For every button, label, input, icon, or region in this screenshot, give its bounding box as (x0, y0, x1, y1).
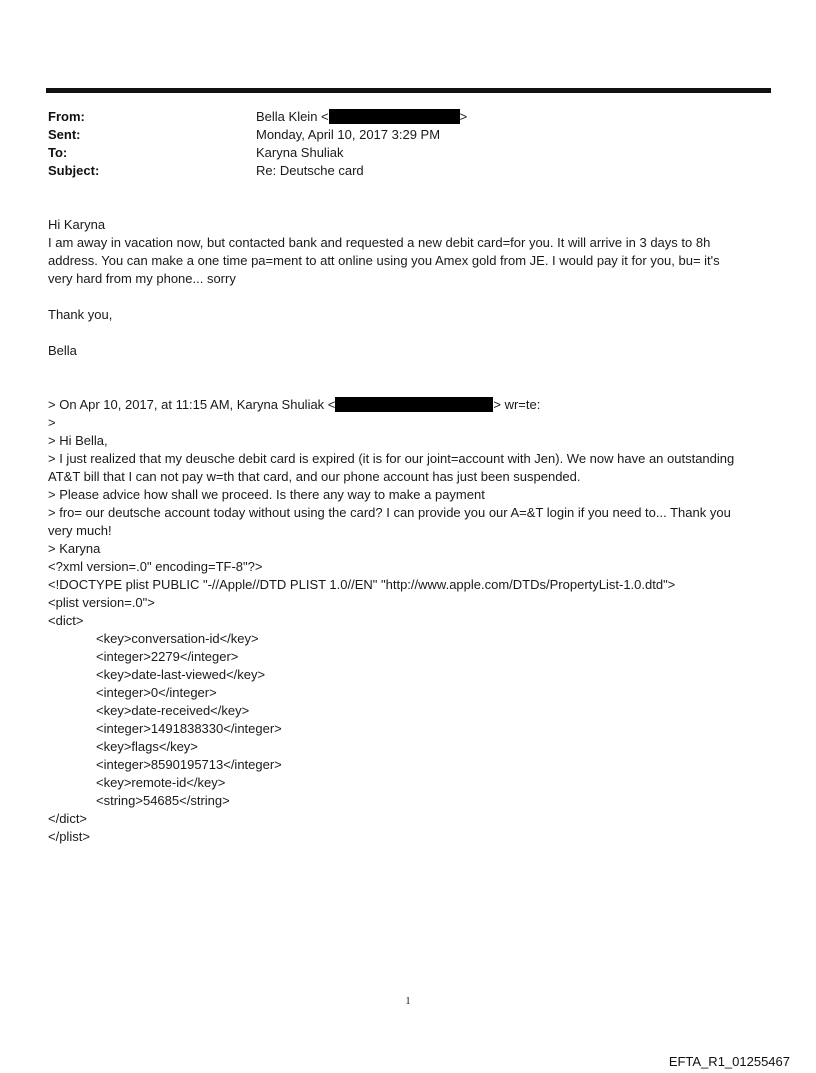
quoted-intro (48, 396, 773, 414)
plist-entry: <integer>2279</integer> (96, 649, 239, 664)
quoted-line: > Please advice how shall we proceed. Is there any way to make a payment (48, 487, 485, 502)
reply-line: very hard from my phone... sorry (48, 271, 236, 286)
plist-line: <dict> (48, 613, 84, 628)
from-label: From: (48, 109, 85, 124)
quoted-line: > Hi Bella, (48, 433, 108, 448)
quoted-intro-prefix: > On Apr 10, 2017, at 11:15 AM, Karyna Shuliak < (48, 397, 336, 412)
plist-entry: <key>date-last-viewed</key> (96, 667, 266, 682)
reply-line: address. You can make a one time pa=ment to att online using you Amex gold from JE. I would pay it for you, bu= it's (48, 253, 720, 268)
to-label: To: (48, 145, 68, 160)
reply-greeting: Hi Karyna (48, 217, 106, 232)
quoted-line: very much! (48, 523, 112, 538)
quoted-line: > I just realized that my deusche debit card is expired (it is for our joint=account with Jen). We now have an outstanding (48, 451, 735, 466)
plist-entry: <key>remote-id</key> (96, 775, 226, 790)
quoted-line: > Karyna (48, 541, 101, 556)
redaction-box (329, 109, 460, 124)
plist-entry: <key>flags</key> (96, 739, 198, 754)
from-value (256, 108, 467, 126)
sent-row (48, 126, 768, 144)
from-name: Bella Klein < (256, 109, 329, 124)
plist-line: <plist version=.0"> (48, 595, 155, 610)
redaction-box (335, 397, 493, 412)
from-row (48, 108, 768, 126)
reply-line: I am away in vacation now, but contacted bank and requested a new debit card=for you. It will arrive in 3 days to 8h (48, 235, 711, 250)
plist-line: </plist> (48, 829, 90, 844)
quoted-line: > (48, 415, 56, 430)
subject-row (48, 162, 768, 180)
sent-value: Monday, April 10, 2017 3:29 PM (256, 127, 441, 142)
subject-value: Re: Deutsche card (256, 163, 364, 178)
to-row (48, 144, 768, 162)
plist-line: <?xml version=.0" encoding=TF-8"?> (48, 559, 263, 574)
reply-thanks: Thank you, (48, 307, 113, 322)
plist-line: <!DOCTYPE plist PUBLIC "-//Apple//DTD PLIST 1.0//EN" "http://www.apple.com/DTDs/PropertyList-1.0.dtd"> (48, 577, 676, 592)
from-close: > (459, 109, 468, 124)
email-header (48, 108, 768, 180)
quoted-line: AT&T bill that I can not pay w=th that card, and our phone account has just been suspended. (48, 469, 581, 484)
plist-entry: <key>date-received</key> (96, 703, 250, 718)
plist-entry: <integer>1491838330</integer> (96, 721, 282, 736)
subject-label: Subject: (48, 163, 100, 178)
quoted-line: > fro= our deutsche account today without using the card? I can provide you our A=&T login if you need to... Thank you (48, 505, 731, 520)
plist-entry: <key>conversation-id</key> (96, 631, 259, 646)
plist-entry: <integer>8590195713</integer> (96, 757, 282, 772)
bates-number: EFTA_R1_01255467 (668, 1054, 790, 1069)
email-body (48, 216, 773, 846)
to-value: Karyna Shuliak (256, 145, 344, 160)
sent-label: Sent: (48, 127, 81, 142)
plist-entry: <string>54685</string> (96, 793, 230, 808)
plist-entry: <integer>0</integer> (96, 685, 217, 700)
page-number: 1 (405, 995, 411, 1007)
quoted-intro-suffix: > wr=te: (493, 397, 541, 412)
reply-signature: Bella (48, 343, 77, 358)
header-divider (46, 88, 771, 93)
plist-line: </dict> (48, 811, 88, 826)
